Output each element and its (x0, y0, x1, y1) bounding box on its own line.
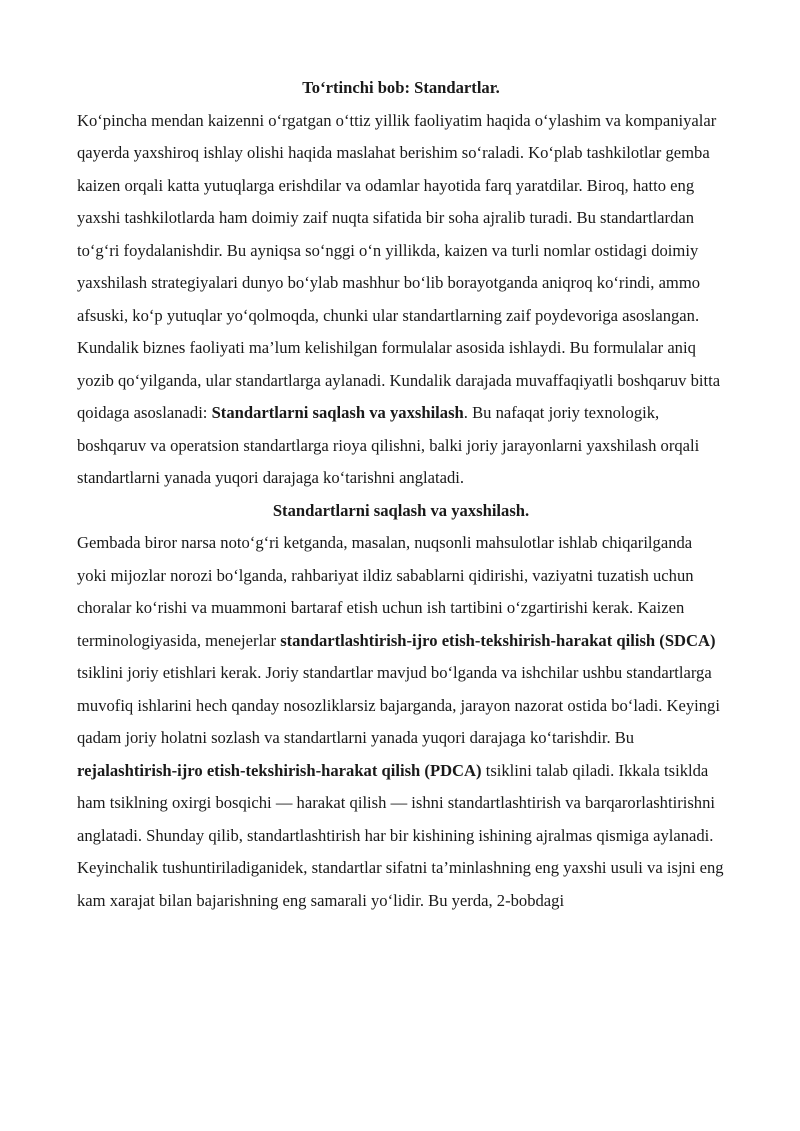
section-title: Standartlarni saqlash va yaxshilash. (272, 500, 530, 520)
document-body (77, 72, 725, 917)
key-phrase-maintain-improve: Standartlarni saqlash va yaxshilash (211, 403, 464, 422)
paragraph-cycles-text-b: tsiklini joriy etishlari kerak. Joriy standartlar mavjud bo‘lganda va ishchilar ushbu standartlarga muvofiq ishlarini hech qanday nosozliklarsiz bajarganda, jarayon nazorat ostida bo‘ladi. Keyingi qadam joriy holatni sozlash va standartlarni yanada yuqori darajaga ko‘tarishdir. Bu (77, 663, 720, 747)
paragraph-cycles-text-a: Gembada biror narsa noto‘g‘ri ketganda, masalan, nuqsonli mahsulotlar ishlab chiqarilganda yoki mijozlar norozi bo‘lganda, rahbariyat ildiz sabablarni qidirishi, vaziyatni tuzatish uchun choralar ko‘rishi va muammoni bartaraf etish uchun ish tartibini o‘zgartirishi kerak. Kaizen terminologiyasida, menejerlar (77, 533, 694, 650)
paragraph-intro (77, 105, 725, 495)
paragraph-cycles-text-c: tsiklini talab qiladi. Ikkala tsiklda ham tsiklning oxirgi bosqichi — harakat qilish — ishni standartlashtirish va barqarorlashtirishni anglatadi. Shunday qilib, standartlashtirish har bir kishining ishining ajralmas qismiga aylanadi. Keyinchalik tushuntiriladiganidek, standartlar sifatni ta’minlashning eng yaxshi usuli va isjni eng kam xarajat bilan bajarishning eng samarali yo‘lidir. Bu yerda, 2-bobdagi (77, 760, 724, 910)
key-phrase-sdca: standartlashtirish-ijro etish-tekshirish-harakat qilish (SDCA) (280, 630, 716, 650)
paragraph-intro-text-b: . Bu nafaqat joriy texnologik, boshqaruv va operatsion standartlarga rioya qilishni, balki joriy jarayonlarni yaxshilash orqali standartlarni yanada yuqori darajaga ko‘tarishni anglatadi. (77, 403, 700, 487)
chapter-title: To‘rtinchi bob: Standartlar. (302, 78, 500, 97)
paragraph-intro-text-a: Ko‘pincha mendan kaizenni o‘rgatgan o‘ttiz yillik faoliyatim haqida o‘ylashim va kompaniyalar qayerda yaxshiroq ishlay olishi haqida maslahat berishim so‘raladi. Ko‘plab tashkilotlar gemba kaizen orqali katta yutuqlarga erishdilar va odamlar hayotida farq yaratdilar. Biroq, hatto eng yaxshi tashkilotlarda ham doimiy zaif nuqta sifatida bir soha ajralib turadi. Bu standartlardan to‘g‘ri foydalanishdir. Bu ayniqsa so‘nggi o‘n yillikda, kaizen va turli nomlar ostidagi doimiy yaxshilash strategiyalari dunyo bo‘ylab mashhur bo‘lib borayotganda aniqroq ko‘rindi, ammo afsuski, ko‘p yutuqlar yo‘qolmoqda, chunki ular standartlarning zaif poydevoriga asoslangan. Kundalik biznes faoliyati ma’lum kelishilgan formulalar asosida ishlaydi. Bu formulalar aniq yozib qo‘yilganda, ular standartlarga aylanadi. Kundalik darajada muvaffaqiyatli boshqaruv bitta qoidaga asoslanadi: (77, 110, 721, 422)
key-phrase-pdca: rejalashtirish-ijro etish-tekshirish-harakat qilish (PDCA) (77, 760, 482, 780)
paragraph-cycles (77, 527, 725, 917)
